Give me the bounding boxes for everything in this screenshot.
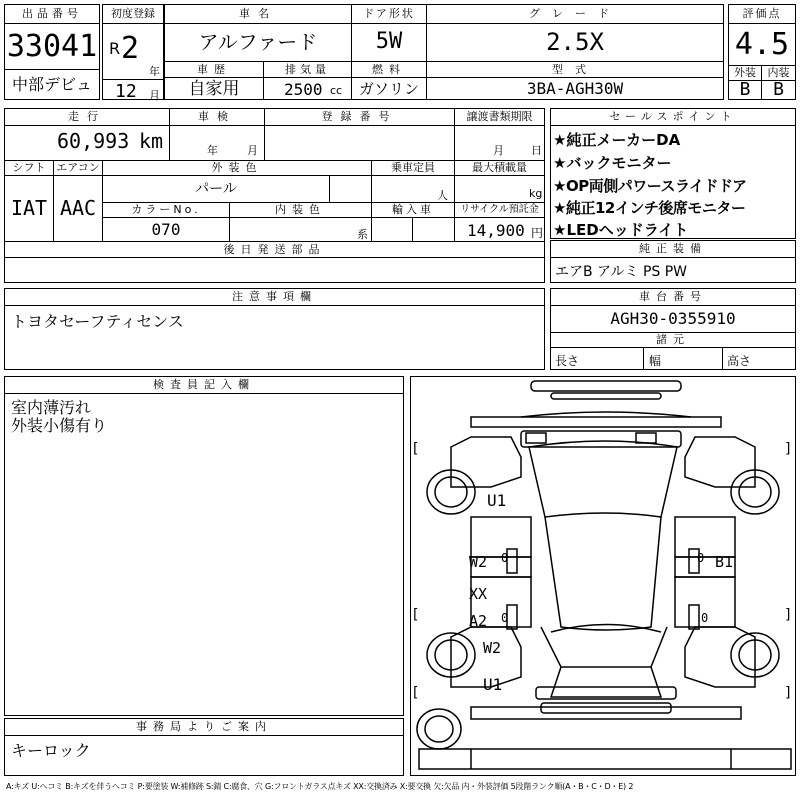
- score-value: 4.5: [734, 27, 790, 62]
- car-name: アルファード: [198, 30, 318, 54]
- score-label: 評価点: [729, 5, 795, 24]
- interior-label: 内装: [762, 66, 795, 81]
- first-reg-month: 12: [115, 81, 137, 102]
- chassis-label: 車台番号: [551, 289, 795, 306]
- office-value: キーロック: [11, 741, 91, 760]
- lot-box: [4, 4, 100, 100]
- mark-zero-4: 0: [701, 611, 709, 625]
- door-label: ドア形状: [352, 5, 426, 24]
- car-diagram-box: [410, 376, 796, 776]
- legend-text: A:キズ U:ヘコミ B:キズを伴うヘコミ P:要塗装 W:補修跡 S:錆 C:腐食、穴 G:フロントガラス点キズ XX:交換済み X:要交換 欠:欠品 内・外装評価 5段階ランク順(A・B・C・D・E) 2: [6, 782, 634, 791]
- mark-zero-3: 0: [501, 611, 509, 625]
- exterior-label: 外装: [729, 66, 762, 81]
- details-box: [4, 108, 545, 283]
- mark-b1-right: B1: [715, 553, 734, 571]
- auction-name: 中部デビュ: [5, 69, 99, 100]
- bracket-right-rear: ]: [785, 685, 791, 701]
- ext-color-label: 外装色: [103, 161, 372, 176]
- year-unit: 年: [149, 65, 160, 78]
- model-box: [426, 61, 724, 100]
- first-reg-year: 2: [121, 31, 140, 66]
- inspection-label: 車検: [170, 109, 265, 126]
- notes-box: [4, 288, 545, 370]
- car-outline-diagram: [411, 377, 795, 775]
- bracket-left-bottom: [: [413, 607, 419, 623]
- lot-number: 33041: [6, 29, 98, 64]
- reg-number-cell: [265, 126, 455, 160]
- int-color-cell: [230, 218, 372, 241]
- int-color-unit: 系: [357, 228, 368, 241]
- chassis-value: AGH30-0355910: [551, 306, 795, 333]
- equipment-box: [550, 240, 796, 283]
- recycle-unit: 円: [531, 226, 544, 240]
- first-reg-era: R: [109, 39, 121, 58]
- model-value: 3BA-AGH30W: [526, 79, 624, 98]
- equipment-label: 純正装備: [551, 241, 795, 258]
- bracket-right-bottom: ]: [785, 607, 791, 623]
- history-value: 自家用: [188, 79, 240, 99]
- fuel-value: ガソリン: [358, 80, 419, 98]
- car-name-label: 車名: [165, 5, 351, 24]
- mark-w2-rear: W2: [483, 639, 502, 657]
- capacity-unit: 人: [437, 189, 448, 202]
- ext-color-value: パール: [103, 176, 330, 203]
- height-label: 高さ: [727, 354, 752, 368]
- mark-xx-left: XX: [469, 585, 488, 603]
- mark-w2-left: W2: [469, 553, 488, 571]
- max-load-label: 最大積載量: [455, 161, 544, 176]
- transfer-month-unit: 月: [493, 144, 504, 157]
- transfer-day-unit: 日: [531, 144, 542, 157]
- sales-point-1: ★純正メーカーDA: [553, 131, 681, 149]
- first-reg-box: [102, 4, 164, 100]
- notes-label: 注意事項欄: [5, 289, 544, 306]
- capacity-label: 乗車定員: [372, 161, 455, 176]
- sales-points-box: [550, 108, 796, 239]
- specs-label: 諸元: [551, 333, 795, 348]
- import-cell-a: [372, 218, 413, 241]
- displacement-box: [263, 61, 352, 100]
- equipment-value: エアB アルミ PS PW: [555, 264, 688, 280]
- mark-zero-1: 0: [501, 551, 509, 565]
- shift-value: IAT: [5, 176, 54, 241]
- fuel-box: [351, 61, 427, 100]
- ac-value: AAC: [54, 176, 103, 241]
- mileage-unit: km: [139, 129, 164, 153]
- interior-value: B: [773, 79, 784, 100]
- bracket-right-top: ]: [785, 441, 791, 457]
- sales-point-3: ★OP両側パワースライドドア: [553, 177, 747, 195]
- grade-label: グレード: [427, 5, 723, 24]
- ac-label: エアコン: [54, 161, 103, 176]
- sales-point-4: ★純正12インチ後席モニター: [553, 199, 746, 217]
- shift-label: シフト: [5, 161, 54, 176]
- grade-value: 2.5X: [546, 28, 604, 56]
- door-value: 5W: [375, 29, 403, 54]
- chassis-box: [550, 288, 796, 370]
- transfer-label: 譲渡書類期限: [455, 109, 544, 126]
- reg-number-label: 登録番号: [265, 109, 455, 126]
- mileage-value: 60,993: [57, 129, 130, 153]
- width-label: 幅: [649, 354, 662, 368]
- exterior-value: B: [729, 81, 762, 99]
- inspector-line-1: 室内薄汚れ: [11, 398, 92, 417]
- notes-value: トヨタセーフティセンス: [11, 312, 184, 331]
- color-no-label: カラーNo.: [103, 203, 230, 218]
- recycle-value: 14,900: [467, 221, 525, 240]
- model-label: 型式: [427, 62, 723, 78]
- bracket-left-top: [: [413, 441, 419, 457]
- month-unit: 月: [149, 89, 160, 102]
- bracket-left-rear: [: [413, 685, 419, 701]
- first-reg-label: 初度登録: [103, 5, 163, 24]
- displacement-label: 排気量: [264, 62, 351, 78]
- inspector-line-2: 外装小傷有り: [11, 416, 108, 435]
- office-box: [4, 718, 404, 776]
- max-load-unit: kg: [529, 187, 543, 200]
- office-label: 事務局よりご案内: [5, 719, 403, 736]
- fuel-label: 燃料: [352, 62, 426, 78]
- mark-a2-left: A2: [469, 612, 488, 630]
- mark-u1-front: U1: [487, 491, 507, 510]
- sales-point-2: ★バックモニター: [553, 154, 672, 172]
- score-box: [728, 4, 796, 100]
- inspector-label: 検査員記入欄: [5, 377, 403, 394]
- first-reg-divider: [103, 79, 163, 80]
- mark-zero-2: 0: [697, 551, 705, 565]
- inspector-box: [4, 376, 404, 716]
- history-label: 車歴: [165, 62, 263, 78]
- int-color-label: 内装色: [230, 203, 372, 218]
- color-no-value: 070: [103, 218, 230, 241]
- import-cell-b: [413, 218, 455, 241]
- displacement-value: 2500: [284, 80, 323, 99]
- ext-color-extra: [330, 176, 372, 203]
- displacement-unit: cc: [330, 84, 343, 97]
- inspection-year-unit: 年: [207, 144, 218, 157]
- recycle-label: リサイクル預託金: [455, 203, 544, 218]
- grade-box: [426, 4, 724, 62]
- later-parts-label: 後日発送部品: [5, 241, 544, 258]
- inspection-month-unit: 月: [247, 144, 258, 157]
- import-label: 輸入車: [372, 203, 455, 218]
- lot-label: 出品番号: [5, 5, 99, 24]
- mark-u1-rear: U1: [483, 675, 503, 694]
- sales-point-5: ★LEDヘッドライト: [553, 221, 689, 239]
- mileage-label: 走行: [5, 109, 170, 126]
- history-box: [164, 61, 264, 100]
- length-label: 長さ: [555, 354, 580, 368]
- door-box: [351, 4, 427, 62]
- car-name-box: [164, 4, 352, 62]
- sales-points-label: セールスポイント: [551, 109, 795, 126]
